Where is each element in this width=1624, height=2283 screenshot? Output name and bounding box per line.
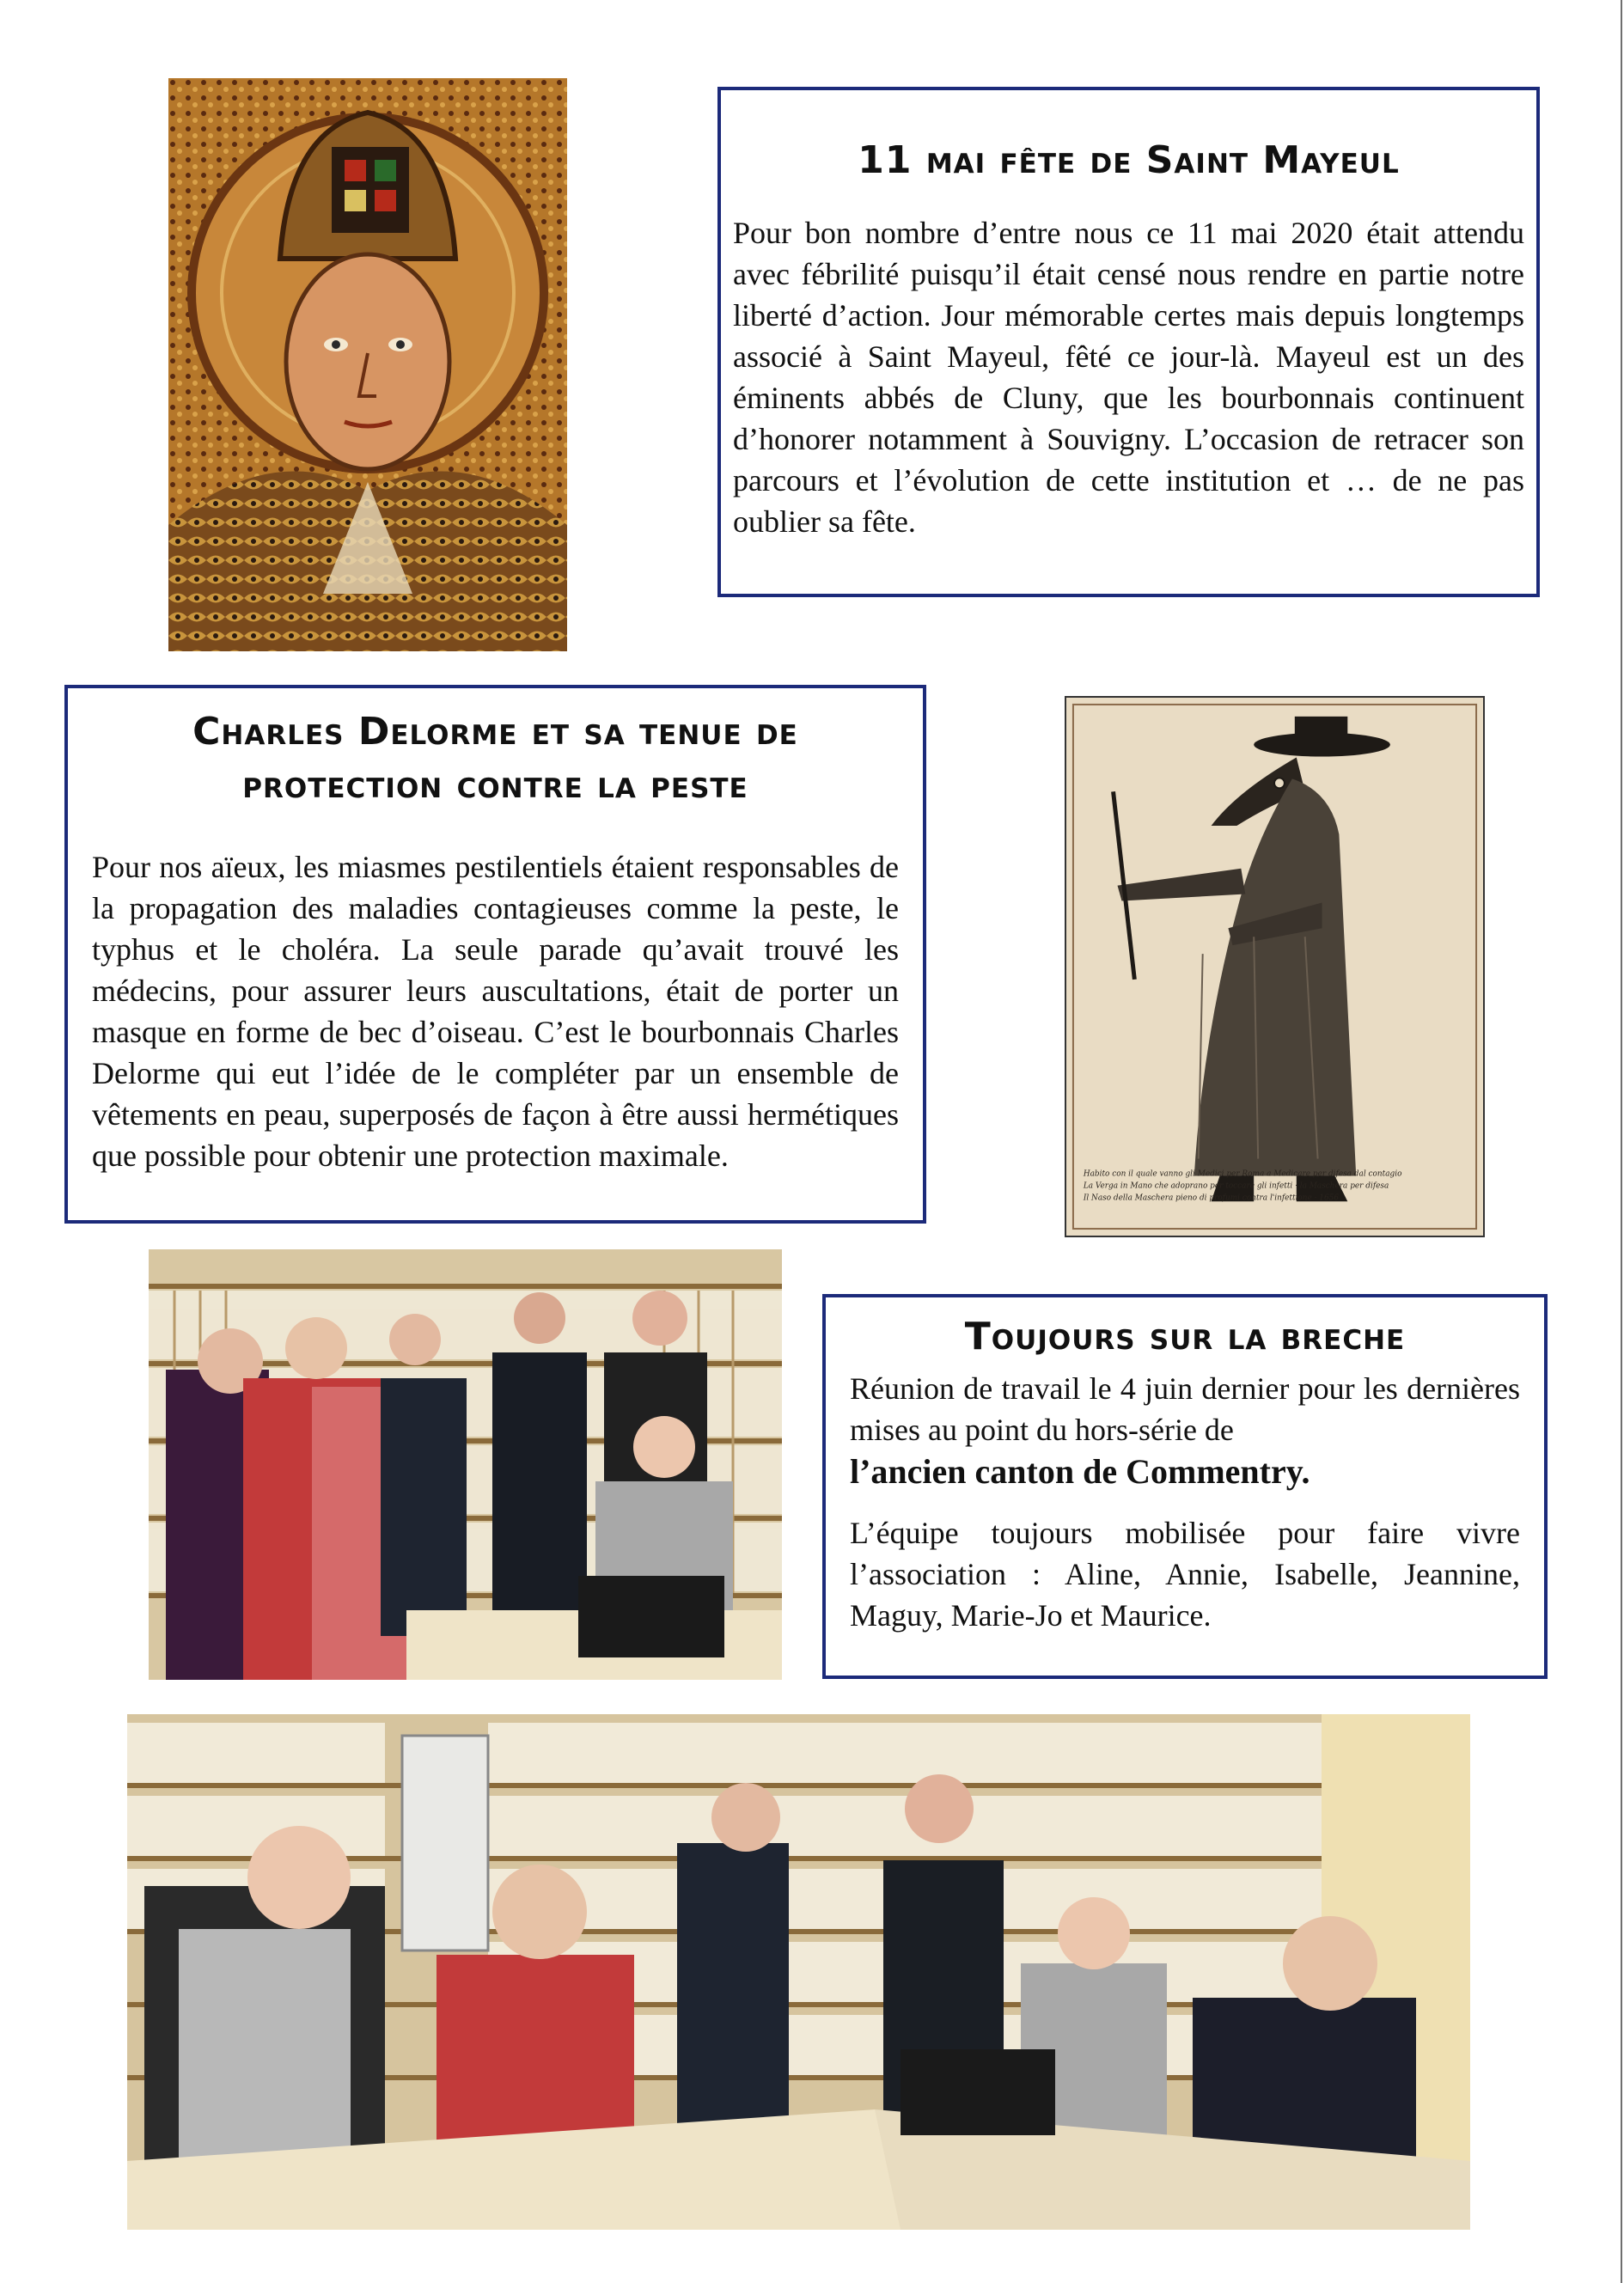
- engraving-caption-line-3: Il Naso della Maschera pieno di profumi contra l'infettione · 1656: [1083, 1193, 1340, 1203]
- team-photo-standing: [149, 1249, 782, 1680]
- saint-mayeul-body: Pour bon nombre d’entre nous ce 11 mai 2020 était attendu avec fébrilité puisqu’il était censé nous rendre en partie notre liberté d’action. Jour mémorable certes mais depuis longtemps associé à Saint Mayeul, fêté ce jour-là. Mayeul est un des éminents abbés de Cluny, que les bourbonnais continuent d’honorer notamment à Souvigny. L’occasion de retracer son parcours et l’évolution de cette institution et … de ne pas oublier sa fête.: [733, 216, 1524, 539]
- page-edge-rule: [1621, 0, 1622, 2283]
- plague-doctor-engraving-image: [1065, 696, 1485, 1237]
- team-photo-seated: [127, 1714, 1470, 2230]
- engraving-caption-line-1: Habito con il quale vanno gli Medici per Roma a Medicare per difesa dal contagio: [1083, 1169, 1402, 1179]
- toujours-sur-la-breche-article: [822, 1294, 1548, 1679]
- charles-delorme-title: Charles Delorme et sa tenue de protection contre la peste: [192, 710, 798, 807]
- charles-delorme-body: Pour nos aïeux, les miasmes pestilentiels étaient responsables de la propagation des maladies contagieuses comme la peste, le typhus et le choléra. La seule parade qu’avait trouvé les médecins, pour assurer leurs auscultations, était de porter un masque en forme de bec d’oiseau. C’est le bourbonnais Charles Delorme qui eut l’idée de le compléter par un ensemble de vêtements en peau, superposés de façon à être aussi hermétiques que possible pour obtenir une protection maximale.: [92, 850, 899, 1173]
- toujours-sur-la-breche-title: Toujours sur la breche: [964, 1315, 1406, 1358]
- saint-mayeul-icon-image: [168, 78, 567, 651]
- saint-mayeul-article: [717, 87, 1540, 597]
- charles-delorme-article: [64, 685, 926, 1224]
- breche-bold-line: l’ancien canton de Commentry.: [850, 1452, 1310, 1491]
- saint-mayeul-title: 11 mai fête de Saint Mayeul: [858, 138, 1400, 182]
- engraving-caption-line-2: La Verga in Mano che adoprano per toccare gli infetti · la Maschera per difesa: [1083, 1181, 1389, 1191]
- breche-paragraph-2: L’équipe toujours mobilisée pour faire vivre l’association : Aline, Annie, Isabelle, Jeannine, Maguy, Marie-Jo et Maurice.: [850, 1516, 1520, 1633]
- breche-paragraph-1: Réunion de travail le 4 juin dernier pour les dernières mises au point du hors-série de: [850, 1371, 1520, 1447]
